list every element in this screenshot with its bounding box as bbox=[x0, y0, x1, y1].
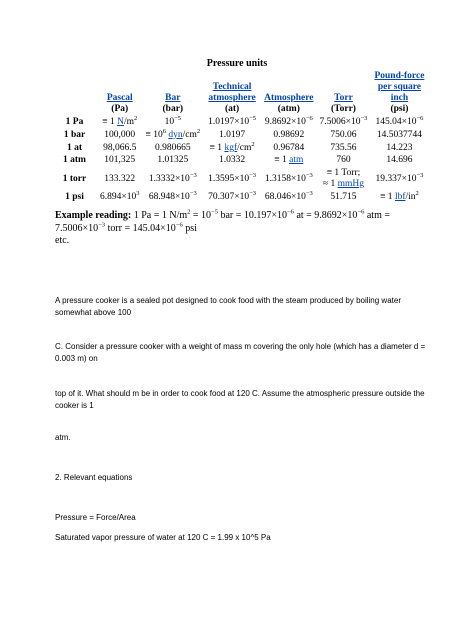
table-cell: $145.04\times 10^{-6}$ bbox=[375, 114, 424, 127]
row-header: 1 Pa bbox=[65, 116, 84, 127]
table-cell: $68.046\times 10^{-3}$ bbox=[264, 190, 313, 203]
atm-link[interactable]: atm bbox=[289, 155, 304, 166]
newton-link[interactable]: N bbox=[117, 116, 124, 127]
kgf-link[interactable]: kgf bbox=[224, 142, 238, 153]
table-cell: $10^{-5}$ bbox=[164, 114, 181, 127]
example-reading: Example reading: 1 Pa = 1 $N/m^2 = 10^{-5}$ bar = $10.197\times 10^{-6}$ at = $9.8692\times 10^{-6}$ atm = $7.5006\times 10^{-3}$ torr = $145.04\times 10^{-6}$ psi etc. bbox=[55, 210, 435, 248]
table-cell: 1.01325 bbox=[157, 155, 189, 166]
column-symbol: (psi) bbox=[390, 103, 409, 114]
table-cell: ≡ 1 kgf/$cm^2$ bbox=[209, 140, 255, 153]
table-cell: $68.948\times 10^{-3}$ bbox=[148, 190, 197, 203]
column-symbol: (at) bbox=[224, 103, 240, 114]
torr-link[interactable]: Torr bbox=[334, 92, 353, 103]
table-cell: 1.0332 bbox=[219, 155, 246, 166]
table-cell: 0.96784 bbox=[273, 142, 305, 153]
technical-atmosphere-link[interactable]: Technical atmosphere bbox=[208, 81, 256, 103]
table-cell: $19.337\times 10^{-3}$ bbox=[375, 171, 424, 184]
table-cell: $70.307\times 10^{-3}$ bbox=[208, 190, 257, 203]
table-row bbox=[55, 142, 428, 155]
table-cell: $1.3332\times 10^{-3}$ bbox=[148, 171, 197, 184]
page-title: Pressure units bbox=[206, 58, 268, 69]
table-cell: ≡ 1 lbf/$in^2$ bbox=[380, 190, 419, 203]
corner-cell bbox=[55, 70, 97, 116]
table-cell: ≡ 1 atm bbox=[274, 155, 304, 166]
row-header: 1 atm bbox=[63, 155, 86, 166]
table-cell: 14.223 bbox=[386, 142, 413, 153]
table-row bbox=[55, 191, 428, 204]
table-cell: ≡ 1 $N/m^2$ bbox=[102, 114, 138, 127]
row-header: 1 torr bbox=[62, 173, 87, 184]
table-cell: 14.5037744 bbox=[376, 129, 422, 140]
atmosphere-link[interactable]: Atmosphere bbox=[264, 92, 314, 103]
table-row bbox=[55, 167, 428, 191]
problem-paragraph-2: C. Consider a pressure cooker with a weight of mass m covering the only hole (which has a diameter d = 0.003 m) on bbox=[55, 342, 426, 364]
column-header-bar bbox=[142, 70, 203, 116]
problem-paragraph-4: atm. bbox=[55, 433, 71, 442]
dyn-link[interactable]: dyn bbox=[168, 129, 183, 140]
table-row bbox=[55, 129, 428, 142]
table-cell: $6.894\times 10^3$ bbox=[100, 190, 140, 203]
column-symbol: (Torr) bbox=[330, 103, 356, 114]
table-cell: 101,325 bbox=[104, 155, 136, 166]
table-cell: 760 bbox=[336, 155, 351, 166]
bar-link[interactable]: Bar bbox=[165, 92, 181, 103]
table-cell: 100,000 bbox=[104, 129, 136, 140]
pascal-link[interactable]: Pascal bbox=[106, 92, 133, 103]
table-row bbox=[55, 116, 428, 129]
row-header: 1 bar bbox=[63, 129, 86, 140]
table-cell: 1.0197 bbox=[219, 129, 246, 140]
table-cell: 51.715 bbox=[330, 192, 357, 203]
table-cell: 98,066.5 bbox=[103, 142, 137, 153]
table-header-row bbox=[55, 70, 428, 116]
example-lead: Example reading: bbox=[55, 210, 132, 221]
table-cell: ≡ 1 Torr; ≈ 1 mmHg bbox=[322, 168, 365, 190]
column-header-torr bbox=[317, 70, 371, 116]
table-cell: $1.3158\times 10^{-3}$ bbox=[264, 171, 313, 184]
table-cell: $9.8692\times 10^{-6}$ bbox=[264, 114, 313, 127]
lbf-link[interactable]: lbf bbox=[394, 192, 406, 203]
column-symbol: (bar) bbox=[162, 103, 184, 114]
table-cell: 14.696 bbox=[386, 155, 413, 166]
pressure-units-table bbox=[55, 70, 428, 204]
table-cell: $1.3595\times 10^{-3}$ bbox=[208, 171, 257, 184]
section-heading-relevant-equations: 2. Relevant equations bbox=[55, 473, 133, 482]
table-cell: 0.98692 bbox=[273, 129, 305, 140]
psi-link[interactable]: Pound-force per square inch bbox=[374, 71, 425, 103]
problem-paragraph-1: A pressure cooker is a sealed pot designed to cook food with the steam produced by boiling water somewhat above 100 bbox=[55, 296, 401, 318]
table-cell: 735.56 bbox=[330, 142, 357, 153]
equation-vapor-pressure: Saturated vapor pressure of water at 120 C = 1.99 x 10^5 Pa bbox=[55, 533, 271, 542]
problem-paragraph-3: top of it. What should m be in order to cook food at 120 C. Assume the atmospheric pressure outside the cooker is 1 bbox=[55, 389, 425, 411]
column-symbol: (Pa) bbox=[111, 103, 129, 114]
table-cell: ≡ $10^6$ dyn/$cm^2$ bbox=[145, 127, 201, 140]
equation-pressure: Pressure = Force/Area bbox=[55, 513, 136, 522]
column-header-atmosphere bbox=[261, 70, 316, 116]
table-cell: 750.06 bbox=[330, 129, 357, 140]
row-header: 1 at bbox=[66, 142, 83, 153]
table-cell: $7.5006\times 10^{-3}$ bbox=[319, 114, 368, 127]
mmhg-link[interactable]: mmHg bbox=[337, 179, 365, 190]
table-cell: 133.322 bbox=[104, 173, 136, 184]
row-header: 1 psi bbox=[65, 192, 84, 203]
example-etc: etc. bbox=[55, 235, 70, 246]
table-row bbox=[55, 154, 428, 167]
table-cell: $1.0197\times 10^{-5}$ bbox=[208, 114, 257, 127]
column-header-pascal bbox=[97, 70, 142, 116]
column-symbol: (atm) bbox=[277, 103, 300, 114]
table-cell: 0.980665 bbox=[154, 142, 191, 153]
column-header-psi bbox=[370, 70, 428, 116]
column-header-technical-atmosphere bbox=[203, 70, 261, 116]
